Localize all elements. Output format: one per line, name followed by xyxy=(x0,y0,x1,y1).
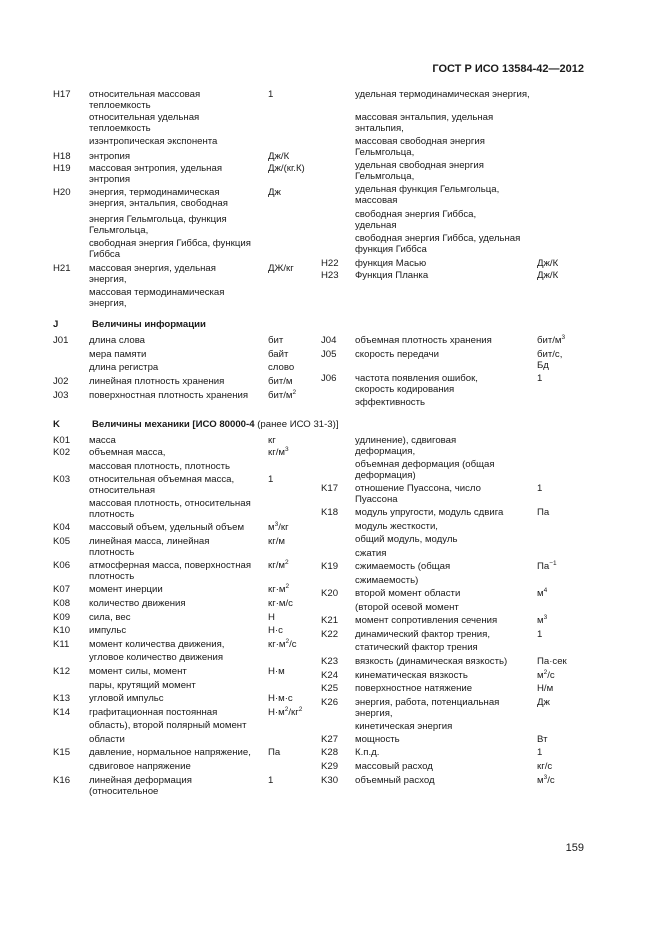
entry-code-k30: K30 xyxy=(321,775,339,786)
entry-code-k19: K19 xyxy=(321,561,339,572)
entry-desc-h21-cont-4: удельная свободная энергия Гельмгольца, xyxy=(355,160,484,182)
entry-desc-k06: атмосферная масса, поверхностная плотность xyxy=(89,560,252,582)
entry-desc-h21-cont-3: массовая свободная энергия Гельмгольца, xyxy=(355,136,485,158)
entry-unit-k19: $Па^{-1}$ xyxy=(537,560,557,572)
entry-code-h21: H21 xyxy=(53,263,71,274)
entry-code-j02: J02 xyxy=(53,376,69,387)
entry-code-k17: K17 xyxy=(321,483,339,494)
entry-desc-k18-2: модуль жесткости, xyxy=(355,521,438,532)
entry-desc-k15-2: сдвиговое напряжение xyxy=(89,761,191,772)
entry-desc-j01-3: длина регистра xyxy=(89,362,159,373)
entry-unit-k29: кг/с xyxy=(537,761,553,772)
entry-unit-j05-2: Бд xyxy=(537,360,549,371)
entry-code-k06: K06 xyxy=(53,560,71,571)
entry-code-h20: H20 xyxy=(53,187,71,198)
entry-unit-k12: Н·м xyxy=(268,666,285,677)
entry-desc-h17-1: относительная массовая теплоемкость xyxy=(89,89,201,111)
entry-unit-k07: $кг\cdot м^2$ xyxy=(268,583,290,595)
entry-desc-k30: объемный расход xyxy=(355,775,435,786)
entry-desc-h19: массовая энтропия, удельная энтропия xyxy=(89,163,223,185)
entry-desc-k10: импульс xyxy=(89,625,127,636)
entry-unit-h21: ДЖ/кг xyxy=(268,263,294,274)
entry-desc-h21-1: массовая энергия, удельная энергия, xyxy=(89,263,216,285)
entry-desc-k21: момент сопротивления сечения xyxy=(355,615,498,626)
entry-desc-k14-2: область), второй полярный момент xyxy=(89,720,247,731)
entry-code-k24: K24 xyxy=(321,670,339,681)
entry-unit-k14: $Н\cdot м^2/кг^2$ xyxy=(268,706,303,718)
entry-unit-k28: 1 xyxy=(537,747,543,758)
entry-desc-k17: отношение Пуассона, число Пуассона xyxy=(355,483,481,505)
entry-desc-k07: момент инерции xyxy=(89,584,163,595)
entry-code-k20: K20 xyxy=(321,588,339,599)
entry-unit-k13: Н·м·с xyxy=(268,693,293,704)
entry-unit-k30: $м^3/с$ xyxy=(537,774,555,786)
entry-desc-k19-1: сжимаемость (общая xyxy=(355,561,451,572)
entry-desc-k08: количество движения xyxy=(89,598,186,609)
entry-code-h19: H19 xyxy=(53,163,71,174)
entry-code-k23: K23 xyxy=(321,656,339,667)
entry-unit-k26: Дж xyxy=(537,697,550,708)
entry-desc-h21-2: массовая термодинамическая энергия, xyxy=(89,287,225,309)
entry-desc-k20-2: (второй осевой момент xyxy=(355,602,459,613)
entry-desc-h17-3: изэнтропическая экспонента xyxy=(89,136,218,147)
entry-desc-k14-3: области xyxy=(89,734,125,745)
entry-desc-k02-1: объемная масса, xyxy=(89,447,166,458)
entry-desc-k16-cont-2: объемная деформация (общая деформация) xyxy=(355,459,495,481)
entry-desc-k29: массовый расход xyxy=(355,761,433,772)
entry-desc-k18-4: сжатия xyxy=(355,548,387,559)
entry-unit-k01: кг xyxy=(268,435,276,446)
entry-code-k07: K07 xyxy=(53,584,71,595)
entry-desc-k18-3: общий модуль, модуль xyxy=(355,534,458,545)
entry-unit-k25: Н/м xyxy=(537,683,554,694)
entry-desc-h17-2: относительная удельная теплоемкость xyxy=(89,112,200,134)
entry-unit-k05: кг/м xyxy=(268,536,285,547)
entry-unit-k15: Па xyxy=(268,747,281,758)
document-header: ГОСТ Р ИСО 13584-42—2012 xyxy=(432,63,584,75)
entry-unit-k20: $м^4$ xyxy=(537,587,548,599)
entry-code-h18: H18 xyxy=(53,151,71,162)
entry-desc-h20-1: энергия, термодинамическая энергия, энтальпия, свободная xyxy=(89,187,228,209)
entry-desc-h21-cont-2: массовая энтальпия, удельная энтальпия, xyxy=(355,112,494,134)
entry-code-j01: J01 xyxy=(53,335,69,346)
entry-code-k05: K05 xyxy=(53,536,71,547)
entry-desc-j05: скорость передачи xyxy=(355,349,440,360)
entry-desc-h20-3: свободная энергия Гиббса, функция Гиббса xyxy=(89,238,251,260)
entry-desc-k27: мощность xyxy=(355,734,400,745)
entry-unit-j03: бит/$м^2$ xyxy=(268,389,297,401)
entry-desc-j04: объемная плотность хранения xyxy=(355,335,492,346)
entry-code-k04: K04 xyxy=(53,522,71,533)
entry-desc-k26-2: кинетическая энергия xyxy=(355,721,453,732)
entry-desc-k04: массовый объем, удельный объем xyxy=(89,522,245,533)
entry-unit-k09: Н xyxy=(268,612,275,623)
entry-desc-k16-cont-1: удлинение), сдвиговая деформация, xyxy=(355,435,457,457)
entry-unit-k03: 1 xyxy=(268,474,274,485)
entry-code-k12: K12 xyxy=(53,666,71,677)
entry-desc-k09: сила, вес xyxy=(89,612,131,623)
entry-desc-k14-1: графитационная постоянная xyxy=(89,707,218,718)
entry-desc-k20-1: второй момент области xyxy=(355,588,461,599)
section-k-heading xyxy=(53,419,339,431)
entry-code-k08: K08 xyxy=(53,598,71,609)
entry-desc-k19-2: сжимаемость) xyxy=(355,575,419,586)
entry-desc-k03-1: относительная объемная масса, относительная xyxy=(89,474,235,496)
entry-code-k26: K26 xyxy=(321,697,339,708)
entry-desc-j01-2: мера памяти xyxy=(89,349,147,360)
entry-unit-k24: $м^2/с$ xyxy=(537,669,555,681)
entry-unit-k08: кг·м/с xyxy=(268,598,293,609)
entry-unit-j02: бит/м xyxy=(268,376,293,387)
entry-unit-h18: Дж/К xyxy=(268,151,290,162)
entry-code-j06: J06 xyxy=(321,373,337,384)
entry-unit-j06: 1 xyxy=(537,373,543,384)
entry-unit-j04: бит/$м^3$ xyxy=(537,334,566,346)
entry-unit-k02: $кг/м^3$ xyxy=(268,446,289,458)
entry-desc-k24: кинематическая вязкость xyxy=(355,670,468,681)
entry-unit-k06: $кг/м^2$ xyxy=(268,559,289,571)
entry-unit-h22: Дж/К xyxy=(537,258,559,269)
entry-unit-k16: 1 xyxy=(268,775,274,786)
entry-code-k13: K13 xyxy=(53,693,71,704)
entry-desc-k12-1: момент силы, момент xyxy=(89,666,187,677)
entry-desc-j02: линейная плотность хранения xyxy=(89,376,225,387)
entry-unit-h23: Дж/К xyxy=(537,270,559,281)
entry-code-k25: K25 xyxy=(321,683,339,694)
entry-unit-k10: Н·с xyxy=(268,625,283,636)
entry-code-k02: K02 xyxy=(53,447,71,458)
entry-code-h23: H23 xyxy=(321,270,339,281)
entry-desc-k01: масса xyxy=(89,435,116,446)
entry-desc-h22: функция Масью xyxy=(355,258,427,269)
entry-desc-k11-2: угловое количество движения xyxy=(89,652,224,663)
entry-code-k11: K11 xyxy=(53,639,70,650)
entry-unit-k27: Вт xyxy=(537,734,548,745)
entry-unit-k23: Па·сек xyxy=(537,656,567,667)
entry-desc-k22-1: динамический фактор трения, xyxy=(355,629,490,640)
entry-unit-k04: $м^3/кг$ xyxy=(268,521,289,533)
entry-code-k21: K21 xyxy=(321,615,339,626)
entry-desc-k28: К.п.д. xyxy=(355,747,380,758)
entry-desc-k03-2: массовая плотность, относительная плотность xyxy=(89,498,251,520)
entry-unit-h20: Дж xyxy=(268,187,281,198)
entry-desc-k26-1: энергия, работа, потенциальная энергия, xyxy=(355,697,500,719)
entry-desc-k22-2: статический фактор трения xyxy=(355,642,478,653)
entry-code-h17: H17 xyxy=(53,89,71,100)
entry-code-k15: K15 xyxy=(53,747,71,758)
entry-desc-k16-1: линейная деформация xyxy=(89,775,192,786)
entry-unit-j01-2: байт xyxy=(268,349,289,360)
section-k-letter: K xyxy=(53,419,60,430)
entry-desc-j01-1: длина слова xyxy=(89,335,146,346)
entry-code-k22: K22 xyxy=(321,629,339,640)
entry-unit-k21: $м^3$ xyxy=(537,614,548,626)
entry-unit-k11: $кг\cdot м^2/с$ xyxy=(268,638,297,650)
entry-code-k10: K10 xyxy=(53,625,71,636)
entry-code-k29: K29 xyxy=(321,761,339,772)
entry-desc-k13: угловой импульс xyxy=(89,693,164,704)
entry-unit-j01-1: бит xyxy=(268,335,284,346)
entry-unit-j01-3: слово xyxy=(268,362,295,373)
entry-desc-k16-2: (относительное xyxy=(89,786,159,797)
section-j-title: Величины информации xyxy=(92,319,206,330)
section-j-letter: J xyxy=(53,319,59,330)
entry-code-j04: J04 xyxy=(321,335,337,346)
entry-desc-k23: вязкость (динамическая вязкость) xyxy=(355,656,508,667)
entry-desc-h21-cont-1: удельная термодинамическая энергия, xyxy=(355,89,530,100)
entry-desc-j06-2: эффективность xyxy=(355,397,425,408)
entry-code-k01: K01 xyxy=(53,435,71,446)
entry-desc-k05: линейная масса, линейная плотность xyxy=(89,536,210,558)
entry-code-j05: J05 xyxy=(321,349,337,360)
entry-desc-h21-cont-5: удельная функция Гельмгольца, массовая xyxy=(355,184,500,206)
entry-desc-k02-2: массовая плотность, плотность xyxy=(89,461,230,472)
entry-desc-h21-cont-7: свободная энергия Гиббса, удельная функция Гиббса xyxy=(355,233,521,255)
entry-code-k18: K18 xyxy=(321,507,339,518)
entry-unit-j05-1: бит/с, xyxy=(537,349,563,360)
section-j-heading xyxy=(53,319,206,331)
entry-desc-h23: Функция Планка xyxy=(355,270,429,281)
entry-code-k16: K16 xyxy=(53,775,71,786)
entry-code-k09: K09 xyxy=(53,612,71,623)
entry-desc-k11-1: момент количества движения, xyxy=(89,639,225,650)
entry-desc-j03: поверхностная плотность хранения xyxy=(89,390,249,401)
entry-code-k28: K28 xyxy=(321,747,339,758)
entry-desc-h20-2: энергия Гельмгольца, функция Гельмгольца, xyxy=(89,214,227,236)
entry-desc-h21-cont-6: свободная энергия Гиббса, удельная xyxy=(355,209,477,231)
entry-unit-k22: 1 xyxy=(537,629,543,640)
entry-desc-k12-2: пары, крутящий момент xyxy=(89,680,196,691)
entry-code-k27: K27 xyxy=(321,734,339,745)
entry-unit-k17: 1 xyxy=(537,483,543,494)
entry-unit-k18: Па xyxy=(537,507,550,518)
entry-unit-h19: Дж/(кг.К) xyxy=(268,163,305,174)
section-k-title: Величины механики [ИСО 80000-4 (ранее ИСО 31-3)] xyxy=(92,419,339,430)
page-number: 159 xyxy=(565,842,584,854)
entry-desc-j06-1: частота появления ошибок, скорость кодирования xyxy=(355,373,478,395)
entry-code-k03: K03 xyxy=(53,474,71,485)
entry-code-h22: H22 xyxy=(321,258,339,269)
entry-desc-k25: поверхностное натяжение xyxy=(355,683,473,694)
entry-unit-h17: 1 xyxy=(268,89,274,100)
entry-desc-k15-1: давление, нормальное напряжение, xyxy=(89,747,251,758)
entry-desc-h18: энтропия xyxy=(89,151,131,162)
entry-code-k14: K14 xyxy=(53,707,71,718)
entry-code-j03: J03 xyxy=(53,390,69,401)
entry-desc-k18-1: модуль упругости, модуль сдвига xyxy=(355,507,504,518)
